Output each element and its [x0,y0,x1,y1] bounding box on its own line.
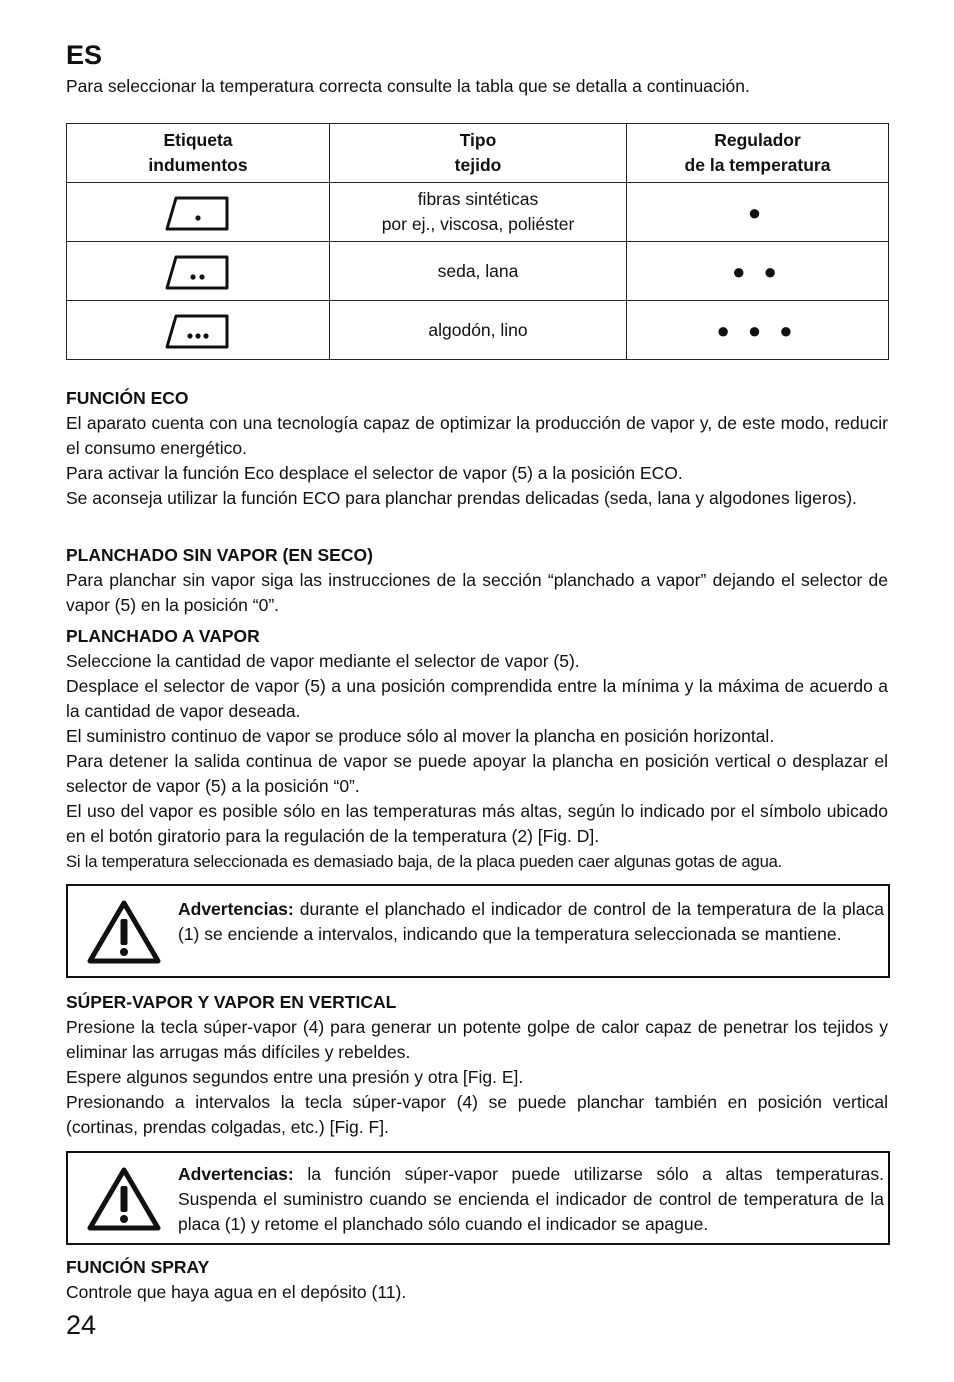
warning-label: Advertencias: [178,899,294,919]
warning-box [66,1151,890,1245]
steam-paragraph: Seleccione la cantidad de vapor mediante el selector de vapor (5). [66,651,580,671]
care-label-cell [67,183,330,242]
table-header-row [67,124,889,183]
intro-text: Para seleccionar la temperatura correcta consulte la tabla que se detalla a continuación. [66,76,750,96]
warning-text: Advertencias: durante el planchado el indicador de control de la temperatura de la placa (1) se enciende a intervalos, indicando que la temperatura seleccionada se mantiene. [178,899,884,944]
eco-paragraph: El aparato cuenta con una tecnología capaz de optimizar la producción de vapor y, de este modo, reducir el consumo energético. [66,413,888,458]
steam-ironing-section [66,624,888,874]
iron-three-dots-icon [164,310,232,350]
header-fabric-type: Tipo tejido [330,124,627,183]
super-steam-section [66,990,888,1140]
warning-label: Advertencias: [178,1164,294,1184]
temperature-setting-cell: ● ● [627,242,889,301]
table-row [67,183,889,242]
super-steam-paragraph: Espere algunos segundos entre una presión y otra [Fig. E]. [66,1067,524,1087]
eco-paragraph: Se aconseja utilizar la función ECO para planchar prendas delicadas (seda, lana y algodones ligeros). [66,488,857,508]
dry-ironing-paragraph: Para planchar sin vapor siga las instrucciones de la sección “planchado a vapor” dejando el selector de vapor (5) en la posición “0”. [66,570,888,615]
super-steam-paragraph: Presione la tecla súper-vapor (4) para generar un potente golpe de calor capaz de penetrar los tejidos y eliminar las arrugas más difíciles y rebeldes. [66,1017,888,1062]
table-row [67,242,889,301]
steam-paragraph: Desplace el selector de vapor (5) a una posición comprendida entre la mínima y la máxima de acuerdo a la cantidad de vapor deseada. [66,676,888,721]
fabric-cell: algodón, lino [330,301,627,360]
header-care-label: Etiqueta indumentos [67,124,330,183]
spray-paragraph: Controle que haya agua en el depósito (11). [66,1282,407,1302]
warning-triangle-icon [86,899,162,965]
eco-section [66,386,888,511]
iron-two-dots-icon [164,251,232,291]
super-steam-heading: SÚPER-VAPOR Y VAPOR EN VERTICAL [66,992,397,1012]
dry-ironing-section [66,543,888,618]
super-steam-paragraph: Presionando a intervalos la tecla súper-vapor (4) se puede planchar también en posición vertical (cortinas, prendas colgadas, etc.) [Fig. F]. [66,1092,888,1137]
fabric-cell: seda, lana [330,242,627,301]
care-label-cell [67,301,330,360]
warning-text: Advertencias: la función súper-vapor puede utilizarse sólo a altas temperaturas. Suspenda el suministro cuando se encienda el indicador de control de temperatura de la placa (1) y retome el planchado sólo cuando el indicador se apague. [178,1164,884,1234]
ironing-temperature-table [66,123,889,360]
steam-ironing-heading: PLANCHADO A VAPOR [66,626,260,646]
iron-one-dot-icon [164,192,232,232]
steam-paragraph: Para detener la salida continua de vapor se puede apoyar la plancha en posición vertical o desplazar el selector de vapor (5) a la posición “0”. [66,751,888,796]
table-row [67,301,889,360]
warning-box [66,884,890,978]
steam-paragraph: Si la temperatura seleccionada es demasiado baja, de la placa pueden caer algunas gotas de agua. [66,852,783,871]
care-label-cell [67,242,330,301]
fabric-cell: fibras sintéticas por ej., viscosa, poliéster [330,183,627,242]
header-temperature-setting: Regulador de la temperatura [627,124,889,183]
language-code: ES [66,40,103,70]
temperature-setting-cell: ● [627,183,889,242]
spray-heading: FUNCIÓN SPRAY [66,1257,210,1277]
spray-section [66,1255,888,1305]
warning-triangle-icon [86,1166,162,1232]
eco-paragraph: Para activar la función Eco desplace el selector de vapor (5) a la posición ECO. [66,463,683,483]
page-number: 24 [66,1310,97,1340]
temperature-setting-cell: ● ● ● [627,301,889,360]
dry-ironing-heading: PLANCHADO SIN VAPOR (EN SECO) [66,545,373,565]
eco-heading: FUNCIÓN ECO [66,388,189,408]
steam-paragraph: El suministro continuo de vapor se produce sólo al mover la plancha en posición horizontal. [66,726,775,746]
steam-paragraph: El uso del vapor es posible sólo en las temperaturas más altas, según lo indicado por el símbolo ubicado en el botón giratorio para la regulación de la temperatura (2) [Fig. D]. [66,801,888,846]
